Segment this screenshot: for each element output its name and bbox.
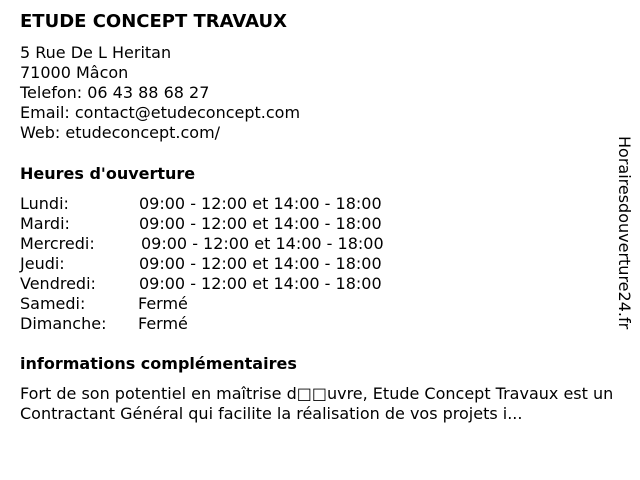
- day-time: 09:00 - 12:00 et 14:00 - 18:00: [139, 214, 382, 233]
- day-label: Lundi:: [20, 194, 69, 213]
- phone-line[interactable]: Telefon: 06 43 88 68 27: [20, 83, 210, 102]
- day-label: Dimanche:: [20, 314, 107, 333]
- web-line[interactable]: Web: etudeconcept.com/: [20, 123, 221, 142]
- day-time: 09:00 - 12:00 et 14:00 - 18:00: [139, 194, 382, 213]
- day-time: 09:00 - 12:00 et 14:00 - 18:00: [139, 274, 382, 293]
- contact-block: [20, 43, 300, 143]
- info-description: Fort de son potentiel en maîtrise d□□uvre, Etude Concept Travaux est un Contractant Général qui facilite la réalisation de vos projets i...: [20, 384, 614, 423]
- day-label: Mardi:: [20, 214, 70, 233]
- info-heading: informations complémentaires: [20, 354, 297, 373]
- hours-heading: Heures d'ouverture: [20, 164, 196, 183]
- address-city: 71000 Mâcon: [20, 63, 129, 82]
- address-street: 5 Rue De L Heritan: [20, 43, 172, 62]
- day-label: Jeudi:: [20, 254, 65, 273]
- day-label: Vendredi:: [20, 274, 96, 293]
- site-watermark[interactable]: Horairesdouverture24.fr: [615, 136, 634, 330]
- email-line[interactable]: Email: contact@etudeconcept.com: [20, 103, 301, 122]
- day-time: 09:00 - 12:00 et 14:00 - 18:00: [141, 234, 384, 253]
- day-label: Mercredi:: [20, 234, 95, 253]
- day-time: 09:00 - 12:00 et 14:00 - 18:00: [139, 254, 382, 273]
- day-time: Fermé: [138, 294, 188, 313]
- day-time: Fermé: [138, 314, 188, 333]
- day-label: Samedi:: [20, 294, 86, 313]
- business-name: ETUDE CONCEPT TRAVAUX: [20, 11, 287, 32]
